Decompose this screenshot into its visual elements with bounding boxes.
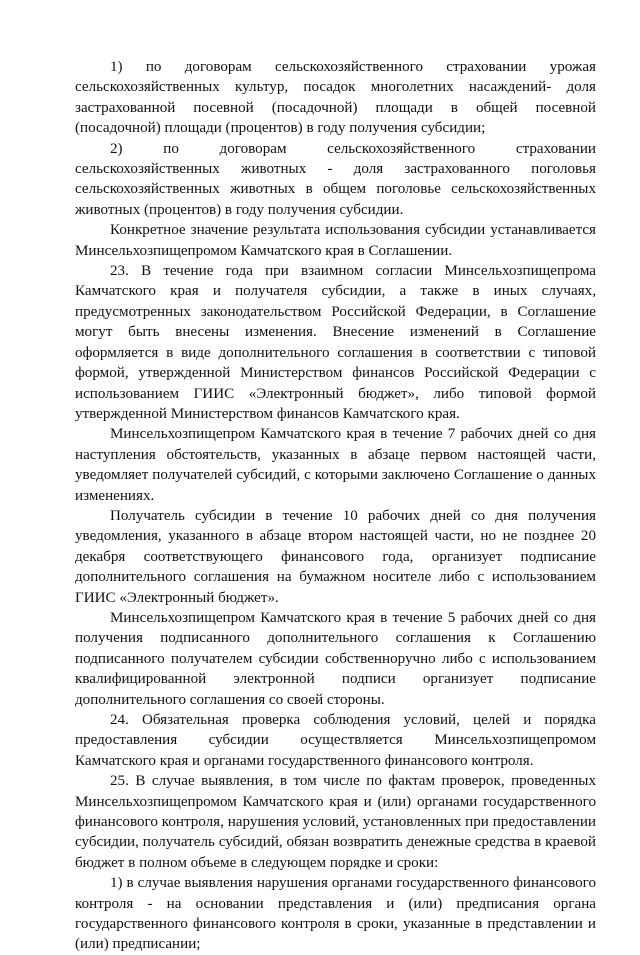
document-page (75, 57, 596, 955)
paragraph-1-crop-insurance: 1) по договорам сельскохозяйственного страховании урожая сельскохозяйственных культур, посадок многолетних насаждений- доля застрахованной посевной (посадочной) площади в общей посевной (посадочной) площади (процентов) в году получения субсидии; (75, 59, 596, 137)
paragraph-23-amendments: 23. В течение года при взаимном согласии Минсельхозпищепрома Камчатского края и получателя субсидии, а также в иных случаях, предусмотренных законодательством Российской Федерации, в Соглашение могут быть внесены изменения. Внесение изменений в Соглашение оформляется в виде дополнительного соглашения в соответствии с типовой формой, утвержденной Министерством финансов Российской Федерации с использованием ГИИС «Электронный бюджет», либо типовой формой утвержденной Министерством финансов Камчатского края. (75, 263, 596, 422)
paragraph-notification: Минсельхозпищепром Камчатского края в течение 7 рабочих дней со дня наступления обстоятельств, указанных в абзаце первом настоящей части, уведомляет получателей субсидий, с которыми заключено Соглашение о данных изменениях. (75, 426, 596, 504)
paragraph-ministry-signing: Минсельхозпищепром Камчатского края в течение 5 рабочих дней со дня получения подписанного дополнительного соглашения к Соглашению подписанного получателем субсидии собственноручно либо с использованием квалифицированной электронной подписи организует подписание дополнительного соглашения со своей стороны. (75, 609, 596, 708)
paragraph-24-inspection: 24. Обязательная проверка соблюдения условий, целей и порядка предоставления субсидии осуществляется Минсельхозпищепромом Камчатского края и органами государственного финансового контроля. (75, 712, 596, 769)
paragraph-2-livestock-insurance: 2) по договорам сельскохозяйственного страховании сельскохозяйственных животных - доля застрахованного поголовья сельскохозяйственных животных в общем поголовье сельскохозяйственных животных (процентов) в году получения субсидии. (75, 140, 596, 218)
paragraph-recipient-signing: Получатель субсидии в течение 10 рабочих дней со дня получения уведомления, указанного в абзаце втором настоящей части, но не позднее 20 декабря соответствующего финансового года, организует подписание дополнительного соглашения на бумажном носителе либо с использованием ГИИС «Электронный бюджет». (75, 507, 596, 606)
paragraph-result-value: Конкретное значение результата использования субсидии устанавливается Минсельхозпищепромом Камчатского края в Соглашении. (75, 222, 596, 259)
paragraph-25-item-1: 1) в случае выявления нарушения органами государственного финансового контроля - на основании представления и (или) предписания органа государственного финансового контроля в сроки, указанные в представлении и (или) предписании; (75, 875, 596, 953)
paragraph-25-refund: 25. В случае выявления, в том числе по фактам проверок, проведенных Минсельхозпищепромом Камчатского края и (или) органами государственного финансового контроля, нарушения условий, установленных при предоставлении субсидии, получатель субсидий, обязан возвратить денежные средства в краевой бюджет в полном объеме в следующем порядке и сроки: (75, 773, 596, 871)
